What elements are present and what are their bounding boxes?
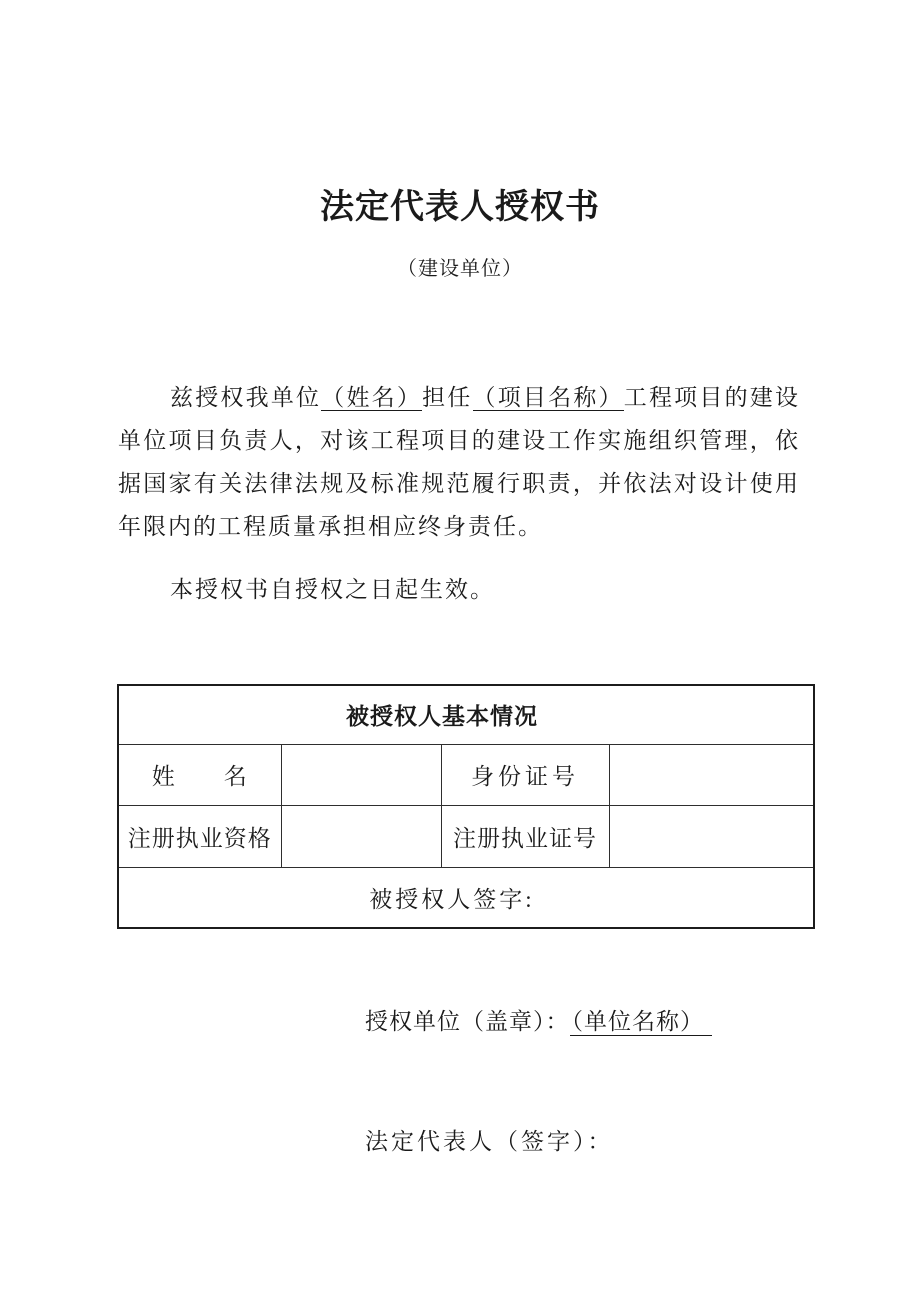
registered-certificate-label-cell: 注册执业证号 [441, 805, 609, 867]
legal-representative-label: 法定代表人（签字）： [365, 1129, 614, 1154]
authorized-person-table [117, 684, 815, 929]
document-title: 法定代表人授权书 [320, 189, 600, 226]
table-row [118, 744, 814, 805]
document-subtitle: （建设单位） [397, 258, 523, 280]
authorization-paragraph [118, 376, 800, 548]
effective-date-statement: 本授权书自授权之日起生效。 [170, 577, 495, 602]
name-label-cell: 姓 名 [118, 744, 281, 805]
authorizing-unit-line [365, 1000, 920, 1043]
project-name-blank-field[interactable]: （项目名称） [472, 385, 624, 410]
table-title: 被授权人基本情况 [118, 685, 814, 744]
registered-qualification-value-cell[interactable] [281, 805, 441, 867]
registered-certificate-value-cell[interactable] [609, 805, 814, 867]
registered-qualification-label-cell: 注册执业资格 [118, 805, 281, 867]
name-value-cell[interactable] [281, 744, 441, 805]
authorizing-unit-label: 授权单位（盖章）： [365, 1009, 570, 1034]
authorization-rest-text: 工程项目的建设单位项目负责人，对该工程项目的建设工作实施组织管理，依据国家有关法律法规及标准规范履行职责，并依法对设计使用年限内的工程质量承担相应终身责任。 [118, 385, 801, 539]
name-blank-field[interactable]: （姓名） [321, 385, 423, 410]
authorized-person-signature-cell[interactable]: 被授权人签字: [118, 867, 814, 928]
legal-representative-signature-line [365, 1120, 920, 1163]
id-number-value-cell[interactable] [609, 744, 814, 805]
table-row [118, 805, 814, 867]
table-header-row [118, 685, 814, 744]
unit-name-blank-field[interactable]: （单位名称） [570, 1009, 713, 1036]
authorization-lead-text: 兹授权我单位 [170, 385, 322, 410]
id-number-label-cell: 身份证号 [441, 744, 609, 805]
document-body [118, 376, 800, 611]
connector-text: 担任 [422, 385, 473, 410]
table-signature-row [118, 867, 814, 928]
